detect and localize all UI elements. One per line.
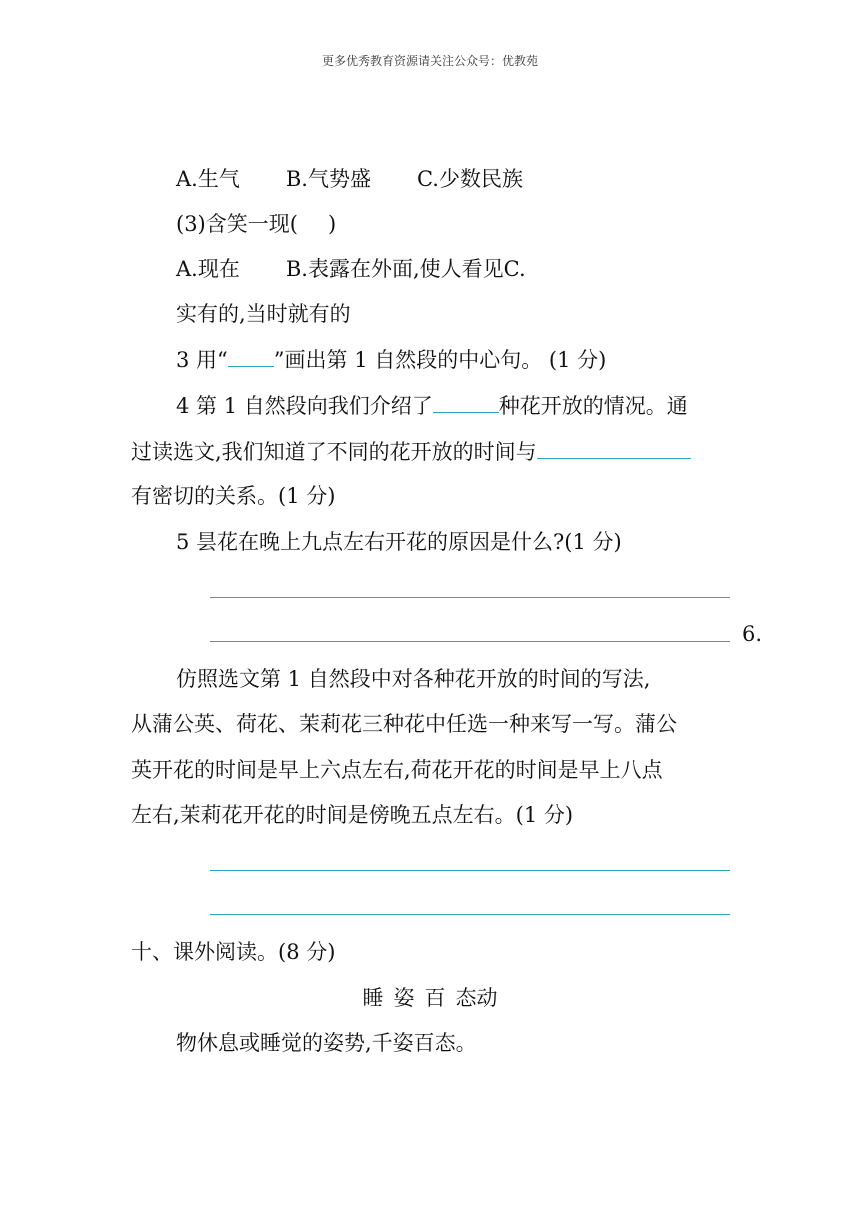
answer-line[interactable] — [210, 641, 730, 642]
option-a: A.现在 — [176, 257, 240, 281]
title-part: 态动 — [455, 986, 498, 1010]
options-row-2 — [176, 254, 526, 284]
question-4-text: 过读选文,我们知道了不同的花开放的时间与 — [131, 440, 537, 464]
question-4-blank-2[interactable] — [537, 436, 691, 459]
title-part: 百 — [424, 986, 446, 1010]
question-5: 5 昙花在晚上九点左右开花的原因是什么?(1 分) — [176, 530, 622, 554]
question-3-pre: 3 用“ — [176, 348, 228, 372]
question-4-line-3: 有密切的关系。(1 分) — [131, 484, 336, 508]
answer-line[interactable] — [210, 914, 730, 915]
options-row-2-continued: 实有的,当时就有的 — [176, 302, 351, 326]
question-6-line-3: 英开花的时间是早上六点左右,荷花开花的时间是早上八点 — [131, 758, 663, 782]
option-b: B.表露在外面,使人看见C. — [285, 257, 526, 281]
question-3-sub-label: (3)含笑一现( — [176, 212, 298, 236]
passage-first-line: 物休息或睡觉的姿势,千姿百态。 — [176, 1031, 477, 1055]
answer-line[interactable] — [210, 597, 730, 598]
title-part: 睡 — [362, 986, 384, 1010]
answer-line[interactable] — [210, 870, 730, 871]
question-3-sub-close: ) — [327, 212, 337, 236]
option-b: B.气势盛 — [285, 167, 371, 191]
question-6-line-4: 左右,茉莉花开花的时间是傍晚五点左右。(1 分) — [131, 803, 574, 827]
question-4-text: 种花开放的情况。通 — [498, 394, 688, 418]
option-a: A.生气 — [176, 167, 240, 191]
question-3-blank[interactable] — [228, 344, 274, 367]
options-row-1 — [176, 164, 523, 194]
title-part: 姿 — [393, 986, 415, 1010]
passage-title — [0, 983, 860, 1013]
question-4-blank-1[interactable] — [433, 390, 499, 413]
question-4-text: 4 第 1 自然段向我们介绍了 — [176, 394, 433, 418]
section-10-heading: 十、课外阅读。(8 分) — [131, 940, 336, 964]
question-6-line-2: 从蒲公英、荷花、茉莉花三种花中任选一种来写一写。蒲公 — [131, 712, 677, 736]
question-3 — [176, 344, 606, 375]
option-c: C.少数民族 — [416, 167, 523, 191]
question-3-post: ”画出第 1 自然段的中心句。 (1 分) — [273, 348, 607, 372]
page-header: 更多优秀教育资源请关注公众号：优教苑 — [321, 54, 538, 68]
question-4-line-1 — [176, 390, 688, 421]
question-4-line-2 — [131, 436, 691, 467]
question-6-line-1: 仿照选文第 1 自然段中对各种花开放的时间的写法, — [176, 667, 651, 691]
question-3-sub — [176, 209, 336, 239]
question-6-number: 6. — [742, 622, 763, 646]
